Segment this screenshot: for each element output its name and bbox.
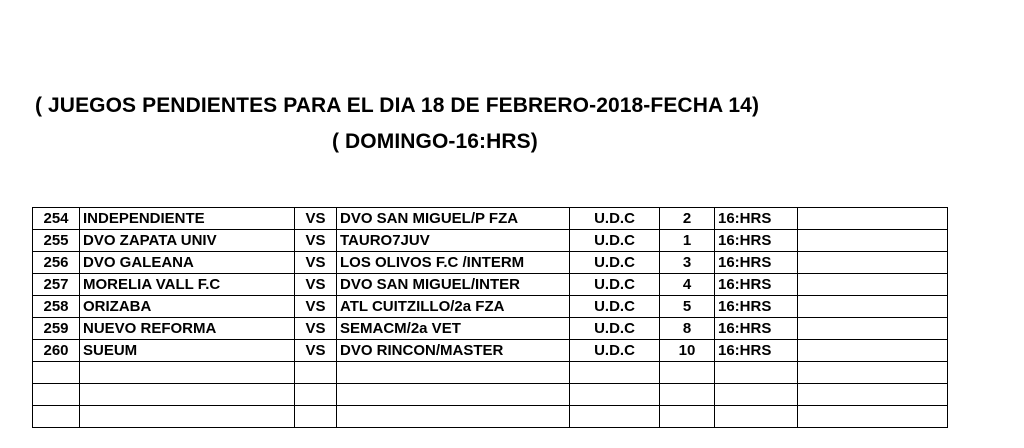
home-team-cell: ORIZABA bbox=[80, 296, 295, 318]
notes-cell bbox=[798, 296, 948, 318]
time-cell: 16:HRS bbox=[715, 208, 798, 230]
away-team-cell: SEMACM/2a VET bbox=[337, 318, 570, 340]
versus-cell bbox=[295, 406, 337, 428]
away-team-cell: DVO SAN MIGUEL/P FZA bbox=[337, 208, 570, 230]
home-team-cell: DVO ZAPATA UNIV bbox=[80, 230, 295, 252]
match-number-cell: 255 bbox=[33, 230, 80, 252]
venue-cell bbox=[570, 362, 660, 384]
notes-cell bbox=[798, 274, 948, 296]
field-number-cell: 1 bbox=[660, 230, 715, 252]
away-team-cell: LOS OLIVOS F.C /INTERM bbox=[337, 252, 570, 274]
versus-cell: VS bbox=[295, 230, 337, 252]
away-team-cell bbox=[337, 384, 570, 406]
match-number-cell: 257 bbox=[33, 274, 80, 296]
match-number-cell bbox=[33, 406, 80, 428]
venue-cell: U.D.C bbox=[570, 230, 660, 252]
versus-cell: VS bbox=[295, 296, 337, 318]
field-number-cell: 2 bbox=[660, 208, 715, 230]
home-team-cell bbox=[80, 406, 295, 428]
home-team-cell: INDEPENDIENTE bbox=[80, 208, 295, 230]
versus-cell: VS bbox=[295, 340, 337, 362]
time-cell bbox=[715, 406, 798, 428]
versus-cell: VS bbox=[295, 252, 337, 274]
table-row bbox=[33, 252, 948, 274]
home-team-cell bbox=[80, 384, 295, 406]
table-row bbox=[33, 296, 948, 318]
notes-cell bbox=[798, 208, 948, 230]
match-number-cell: 254 bbox=[33, 208, 80, 230]
time-cell: 16:HRS bbox=[715, 252, 798, 274]
home-team-cell: DVO GALEANA bbox=[80, 252, 295, 274]
table-row-empty bbox=[33, 406, 948, 428]
match-number-cell bbox=[33, 384, 80, 406]
home-team-cell: NUEVO REFORMA bbox=[80, 318, 295, 340]
table-row bbox=[33, 340, 948, 362]
versus-cell: VS bbox=[295, 208, 337, 230]
home-team-cell: SUEUM bbox=[80, 340, 295, 362]
away-team-cell: DVO SAN MIGUEL/INTER bbox=[337, 274, 570, 296]
field-number-cell: 4 bbox=[660, 274, 715, 296]
match-number-cell: 256 bbox=[33, 252, 80, 274]
venue-cell: U.D.C bbox=[570, 252, 660, 274]
field-number-cell: 8 bbox=[660, 318, 715, 340]
time-cell bbox=[715, 384, 798, 406]
venue-cell: U.D.C bbox=[570, 274, 660, 296]
field-number-cell: 10 bbox=[660, 340, 715, 362]
match-number-cell: 258 bbox=[33, 296, 80, 318]
table-row-empty bbox=[33, 384, 948, 406]
away-team-cell: TAURO7JUV bbox=[337, 230, 570, 252]
versus-cell bbox=[295, 362, 337, 384]
notes-cell bbox=[798, 318, 948, 340]
venue-cell: U.D.C bbox=[570, 340, 660, 362]
versus-cell: VS bbox=[295, 318, 337, 340]
venue-cell: U.D.C bbox=[570, 296, 660, 318]
time-cell: 16:HRS bbox=[715, 230, 798, 252]
table-row bbox=[33, 274, 948, 296]
field-number-cell bbox=[660, 362, 715, 384]
table-row-empty bbox=[33, 362, 948, 384]
match-schedule-table bbox=[32, 207, 948, 428]
match-number-cell: 259 bbox=[33, 318, 80, 340]
time-cell: 16:HRS bbox=[715, 318, 798, 340]
field-number-cell bbox=[660, 406, 715, 428]
time-cell: 16:HRS bbox=[715, 340, 798, 362]
notes-cell bbox=[798, 406, 948, 428]
page-title: ( JUEGOS PENDIENTES PARA EL DIA 18 DE FEBRERO-2018-FECHA 14) bbox=[35, 94, 760, 117]
field-number-cell bbox=[660, 384, 715, 406]
venue-cell bbox=[570, 406, 660, 428]
home-team-cell: MORELIA VALL F.C bbox=[80, 274, 295, 296]
versus-cell bbox=[295, 384, 337, 406]
table-row bbox=[33, 230, 948, 252]
page-subtitle: ( DOMINGO-16:HRS) bbox=[332, 130, 538, 153]
time-cell: 16:HRS bbox=[715, 296, 798, 318]
notes-cell bbox=[798, 252, 948, 274]
venue-cell bbox=[570, 384, 660, 406]
notes-cell bbox=[798, 362, 948, 384]
match-number-cell: 260 bbox=[33, 340, 80, 362]
away-team-cell: DVO RINCON/MASTER bbox=[337, 340, 570, 362]
field-number-cell: 3 bbox=[660, 252, 715, 274]
time-cell bbox=[715, 362, 798, 384]
away-team-cell bbox=[337, 406, 570, 428]
field-number-cell: 5 bbox=[660, 296, 715, 318]
venue-cell: U.D.C bbox=[570, 208, 660, 230]
table-row bbox=[33, 318, 948, 340]
notes-cell bbox=[798, 384, 948, 406]
notes-cell bbox=[798, 230, 948, 252]
table-row bbox=[33, 208, 948, 230]
away-team-cell bbox=[337, 362, 570, 384]
time-cell: 16:HRS bbox=[715, 274, 798, 296]
versus-cell: VS bbox=[295, 274, 337, 296]
notes-cell bbox=[798, 340, 948, 362]
venue-cell: U.D.C bbox=[570, 318, 660, 340]
home-team-cell bbox=[80, 362, 295, 384]
schedule-body bbox=[33, 208, 948, 428]
away-team-cell: ATL CUITZILLO/2a FZA bbox=[337, 296, 570, 318]
match-number-cell bbox=[33, 362, 80, 384]
